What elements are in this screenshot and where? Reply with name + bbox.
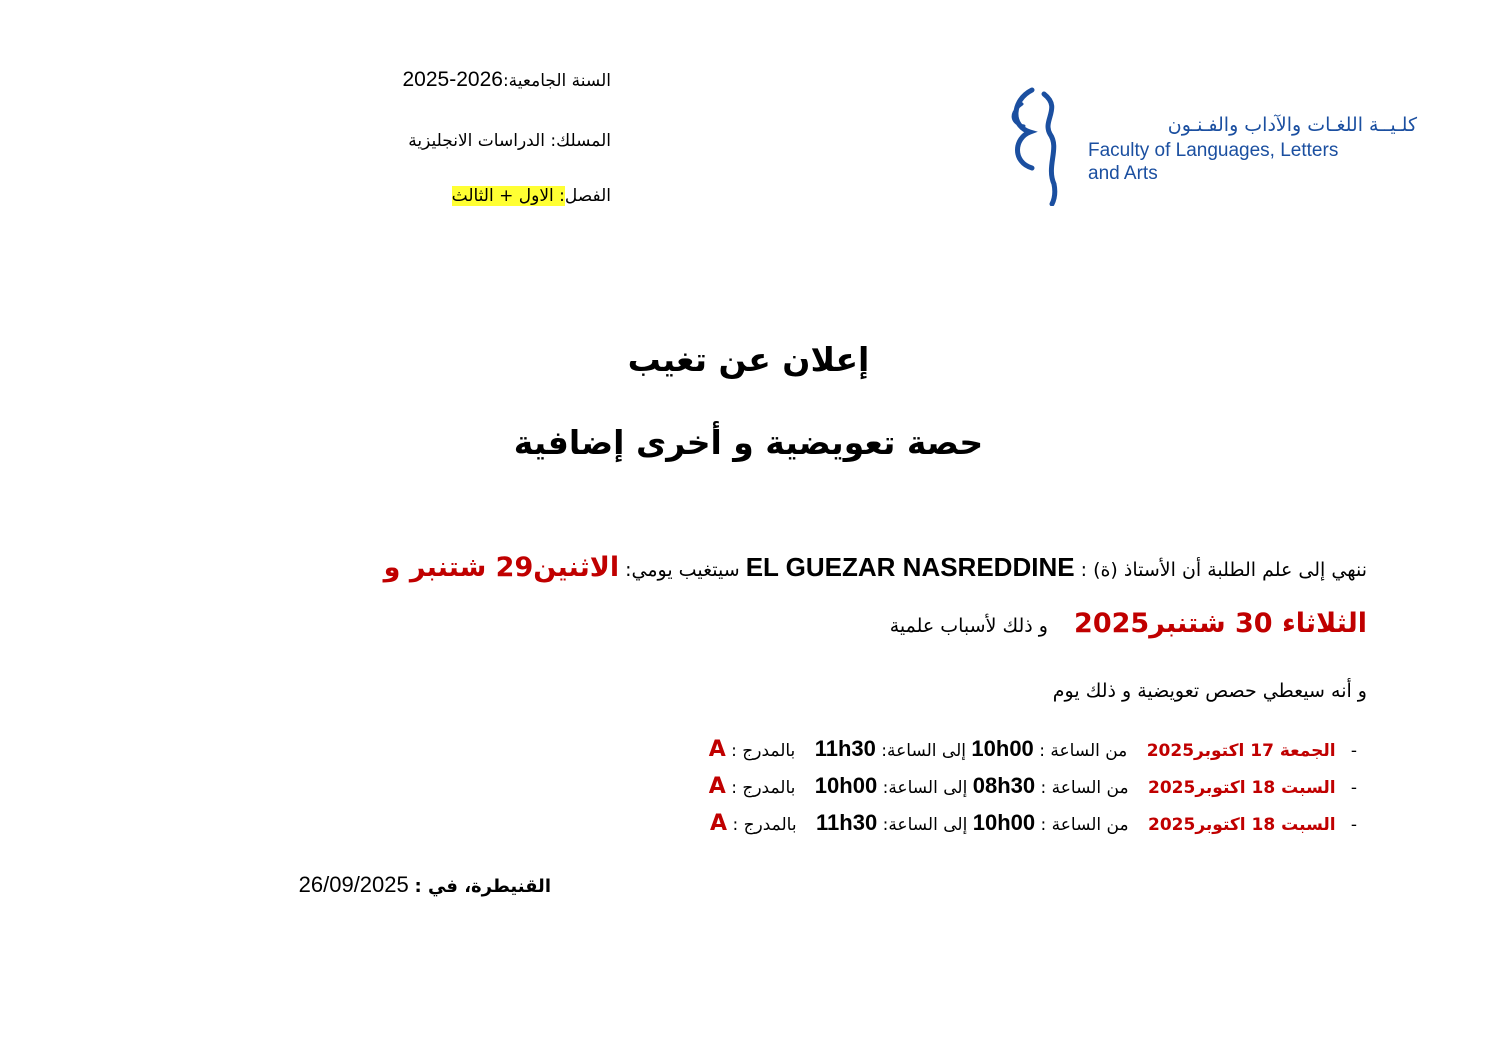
hall-value: A [710,811,728,836]
from-label: من الساعة : [1040,815,1129,835]
hall-label: بالمدرج : [731,778,796,798]
hall-value: A [708,774,726,799]
hall-value: A [708,737,726,762]
professor-name: EL GUEZAR NASREDDINE [745,552,1075,582]
schedule-list [709,730,1367,841]
from-time: 08h30 [972,773,1036,798]
footer-line [299,872,551,898]
track-value: الدراسات الانجليزية [408,131,545,151]
schedule-date: السبت 18 اكتوبر2025 [1148,815,1336,835]
from-time: 10h00 [972,810,1036,835]
schedule-date: الجمعة 17 اكتوبر2025 [1146,741,1336,761]
page-title: إعلان عن تغيب [627,340,870,379]
from-label: من الساعة : [1040,778,1129,798]
absence-text: سيتغيب يومي: [625,559,740,581]
faculty-logo-icon [1002,86,1072,206]
page-subtitle: حصة تعويضية و أخرى إضافية [513,423,984,462]
to-time: 10h00 [814,773,878,798]
schedule-date: السبت 18 اكتوبر2025 [1148,778,1336,798]
to-time: 11h30 [814,736,876,761]
notice-intro: ننهي إلى علم الطلبة أن الأستاذ (ة) : [1080,559,1367,581]
absence-day-2: الثلاثاء 30 شتنبر2025 [1074,608,1367,639]
logo-english-line1: Faculty of Languages, Letters [1088,140,1339,161]
bullet-dash: - [1350,815,1358,835]
schedule-row [709,767,1367,804]
absence-reason: و ذلك لأسباب علمية [889,615,1048,637]
footer-place: القنيطرة، في : [414,876,551,897]
to-time: 11h30 [816,810,878,835]
notice-line-2 [890,608,1367,639]
academic-year-line [403,68,612,92]
bullet-dash: - [1350,741,1358,761]
semester-value: : الاول + الثالث [451,186,565,206]
semester-line [452,186,611,206]
makeup-intro: و أنه سيعطي حصص تعويضية و ذلك يوم [1052,680,1367,702]
to-label: إلى الساعة: [882,815,968,835]
absence-day-1: الاثنين29 شتنبر و [383,552,620,583]
from-time: 10h00 [971,736,1034,761]
from-label: من الساعة : [1039,741,1128,761]
notice-line-1 [384,552,1367,583]
to-label: إلى الساعة: [882,778,968,798]
hall-label: بالمدرج : [732,815,797,835]
to-label: إلى الساعة: [881,741,966,761]
logo-english-line2: and Arts [1088,163,1158,184]
footer-date: 26/09/2025 [298,872,409,897]
schedule-row [709,804,1367,841]
track-label: المسلك: [550,131,611,151]
academic-year-label: السنة الجامعية: [502,71,611,91]
logo-arabic-name: كلـيــة اللغـات والآداب والفـنـون [1167,114,1417,136]
hall-label: بالمدرج : [731,741,796,761]
bullet-dash: - [1350,778,1358,798]
schedule-row [709,730,1367,767]
academic-year-value: 2025-2026 [402,68,503,91]
semester-label: الفصل [564,186,611,206]
track-line [408,131,611,151]
